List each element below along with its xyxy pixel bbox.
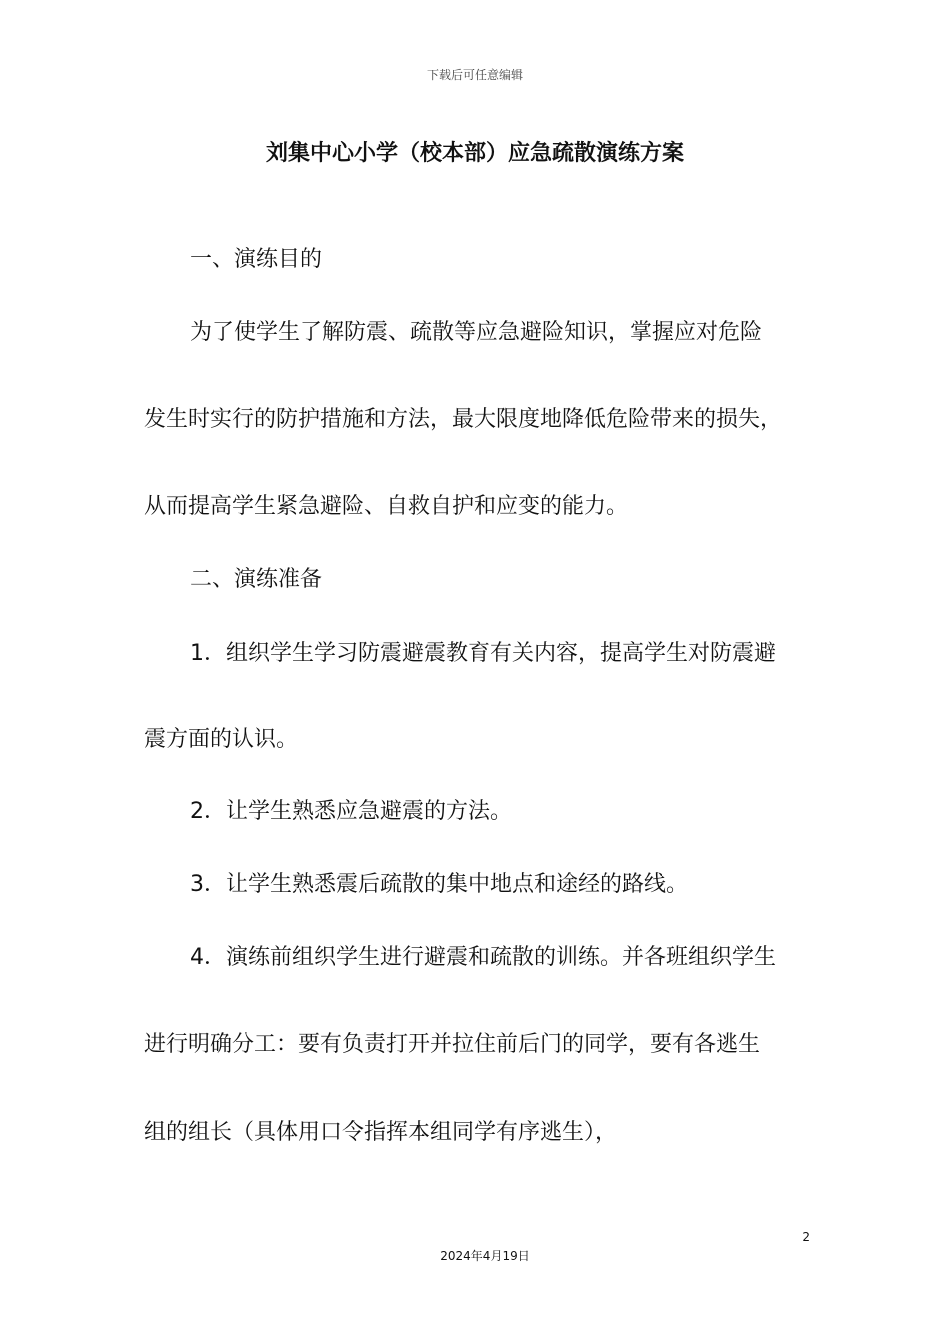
list-item-4-continued: 进行明确分工：要有负责打开并拉住前后门的同学，要有各逃生	[144, 1032, 761, 1057]
document-title: 刘集中心小学（校本部）应急疏散演练方案	[265, 141, 684, 166]
header-note: 下载后可任意编辑	[426, 68, 523, 82]
list-item-4: 4．演练前组织学生进行避震和疏散的训练。并各班组织学生	[190, 945, 776, 970]
paragraph-line: 为了使学生了解防震、疏散等应急避险知识，掌握应对危险	[190, 320, 763, 345]
section-heading-preparation: 二、演练准备	[190, 567, 323, 592]
page-number: 2	[802, 1230, 810, 1244]
section-heading-purpose: 一、演练目的	[190, 247, 323, 272]
list-item-3: 3．让学生熟悉震后疏散的集中地点和途经的路线。	[190, 872, 688, 897]
paragraph-line: 从而提高学生紧急避险、自救自护和应变的能力。	[144, 494, 629, 519]
list-item-4-continued: 组的组长（具体用口令指挥本组同学有序逃生），	[144, 1120, 618, 1145]
footer-date: 2024年4月19日	[440, 1249, 530, 1263]
paragraph-line: 发生时实行的防护措施和方法，最大限度地降低危险带来的损失，	[144, 407, 783, 432]
list-item-1: 1．组织学生学习防震避震教育有关内容，提高学生对防震避	[190, 641, 776, 666]
list-item-1-continued: 震方面的认识。	[144, 727, 299, 752]
list-item-2: 2．让学生熟悉应急避震的方法。	[190, 799, 512, 824]
